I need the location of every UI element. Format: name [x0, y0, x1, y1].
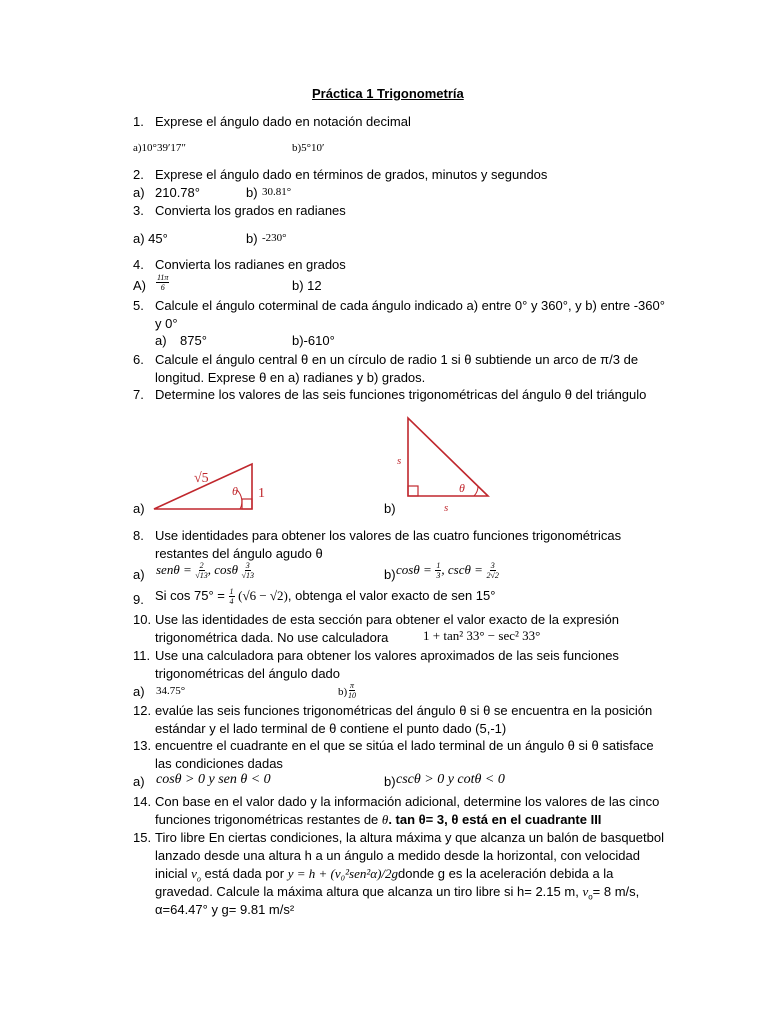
triangle-a-figure [150, 455, 280, 515]
q7-a-label: a) [133, 501, 145, 516]
q11-a-label: a) [133, 684, 145, 699]
q11-text-line2: trigonométricas del ángulo dado [155, 666, 341, 681]
q5-b: b)-610° [292, 333, 335, 348]
q1-text: Exprese el ángulo dado en notación decimal [155, 114, 411, 129]
q8-b-expression: cosθ = $\frac{1}{3}$ , cscθ = $\frac{3}{2√2}$ [396, 561, 499, 580]
q14-text-line2: funciones trigonométricas restantes de θ. tan θ= 3, θ está en el cuadrante III [155, 812, 602, 827]
q11-number: 11. [133, 648, 151, 663]
q7-b-label: b) [384, 501, 396, 516]
q4-b: b) 12 [292, 278, 322, 293]
q8-number: 8. [133, 528, 144, 543]
q15-line2: lanzado desde una altura h a un ángulo a medido desde la horizontal, con velocidad [155, 848, 640, 863]
q4-a-label: A) [133, 278, 146, 293]
q4-text: Convierta los radianes en grados [155, 257, 346, 272]
q6-text-line1: Calcule el ángulo central θ en un círculo de radio 1 si θ subtiende un arco de π/3 de [155, 352, 639, 367]
q5-text-line2: y 0° [155, 316, 178, 331]
q1-a: a)10°39′17″ [133, 142, 186, 154]
q14-text-line1: Con base en el valor dado y la información adicional, determine los valores de las cinco [155, 794, 660, 809]
q15-line5: α=64.47° y g= 9.81 m/s² [155, 902, 295, 917]
q12-text-line2: estándar y el lado terminal de θ contiene el punto dado (5,-1) [155, 721, 507, 736]
q13-text-line2: las condiciones dadas [155, 756, 283, 771]
q8-b-label: b) [384, 567, 396, 582]
q8-a-expression: senθ = $\frac{2}{√13}$ , cosθ $\frac{3}{√13}$ [156, 561, 254, 580]
triangle-a-hypotenuse-label: √5 [194, 471, 209, 486]
q5-number: 5. [133, 298, 144, 313]
page-title: Práctica 1 Trigonometría [312, 86, 464, 101]
q11-a-value: 34.75° [156, 685, 186, 697]
q2-a-value: 210.78° [155, 185, 200, 200]
triangle-a-angle-label: θ [232, 484, 238, 498]
q14-number: 14. [133, 794, 152, 809]
q6-number: 6. [133, 352, 144, 367]
q4-a-fraction: $\frac{11\pi}{6}$ [157, 273, 169, 292]
triangle-b-vertical-label: s [397, 455, 402, 467]
q2-b-value: 30.81° [262, 186, 292, 198]
q4-number: 4. [133, 257, 144, 272]
q8-a-label: a) [133, 567, 145, 582]
triangle-b-base-label: s [444, 502, 449, 514]
q13-a-expression: cosθ > 0 y sen θ < 0 [156, 772, 271, 787]
q3-b-label: b) [246, 231, 258, 246]
q2-a-label: a) [133, 185, 145, 200]
q3-a: a) 45° [133, 231, 168, 246]
q5-a-label: a) [155, 333, 167, 348]
q9-number: 9. [133, 592, 144, 607]
q13-a-label: a) [133, 774, 145, 789]
q7-number: 7. [133, 387, 144, 402]
q5-text-line1: Calcule el ángulo coterminal de cada ángulo indicado a) entre 0° y 360°, y b) entre -360° [155, 298, 665, 313]
q8-text-line2: restantes del ángulo agudo θ [155, 546, 323, 561]
q10-expression: 1 + tan² 33° − sec² 33° [423, 628, 541, 643]
q3-number: 3. [133, 203, 144, 218]
q5-a-value: 875° [180, 333, 207, 348]
triangle-a-side-label: 1 [258, 486, 265, 501]
q10-number: 10. [133, 612, 152, 627]
q11-text-line1: Use una calculadora para obtener los valores aproximados de las seis funciones [155, 648, 619, 663]
q15-line1: Tiro libre En ciertas condiciones, la altura máxima y que alcanza un balón de basquetbol [155, 830, 664, 845]
q10-text-line1: Use las identidades de esta sección para obtener el valor exacto de la expresión [155, 612, 619, 627]
q13-b-label: b) [384, 774, 396, 789]
q12-text-line1: evalúe las seis funciones trigonométricas del ángulo θ si θ se encuentra en la posición [155, 703, 653, 718]
q13-text-line1: encuentre el cuadrante en el que se sitúa el lado terminal de un ángulo θ si θ satisface [155, 738, 654, 753]
q11-b-fraction: $\frac{\pi}{10}$ [348, 681, 356, 700]
q3-text: Convierta los grados en radianes [155, 203, 346, 218]
q8-text-line1: Use identidades para obtener los valores de las cuatro funciones trigonométricas [155, 528, 622, 543]
q6-text-line2: longitud. Exprese θ en a) radianes y b) grados. [155, 370, 426, 385]
q3-b-value: -230° [262, 232, 287, 244]
q10-text-line2: trigonométrica dada. No use calculadora [155, 630, 389, 645]
q9-text: Si cos 75° = $\frac{1}{4}$ (√6 − √2), obtenga el valor exacto de sen 15° [155, 587, 496, 606]
q1-b: b)5°10′ [292, 142, 325, 154]
q11-b-label: b) [338, 686, 348, 698]
q15-line4: gravedad. Calcule la máxima altura que alcanza un tiro libre si h= 2.15 m, $v_o= 8$ m/s, [155, 884, 640, 902]
q13-b-expression: cscθ > 0 y cotθ < 0 [396, 772, 505, 787]
q15-line3: inicial $v_o$ está dada por y = h + (v₀²sen²α)/2gdonde g es la aceleración debida a la [155, 866, 614, 884]
q7-text: Determine los valores de las seis funciones trigonométricas del ángulo θ del triángulo [155, 387, 647, 402]
q2-number: 2. [133, 167, 144, 182]
triangle-b-angle-label: θ [459, 481, 465, 495]
q12-number: 12. [133, 703, 152, 718]
q1-number: 1. [133, 114, 144, 129]
triangle-b-figure [392, 412, 502, 514]
q2-b-label: b) [246, 185, 258, 200]
q13-number: 13. [133, 738, 152, 753]
q15-number: 15. [133, 830, 152, 845]
q2-text: Exprese el ángulo dado en términos de grados, minutos y segundos [155, 167, 548, 182]
